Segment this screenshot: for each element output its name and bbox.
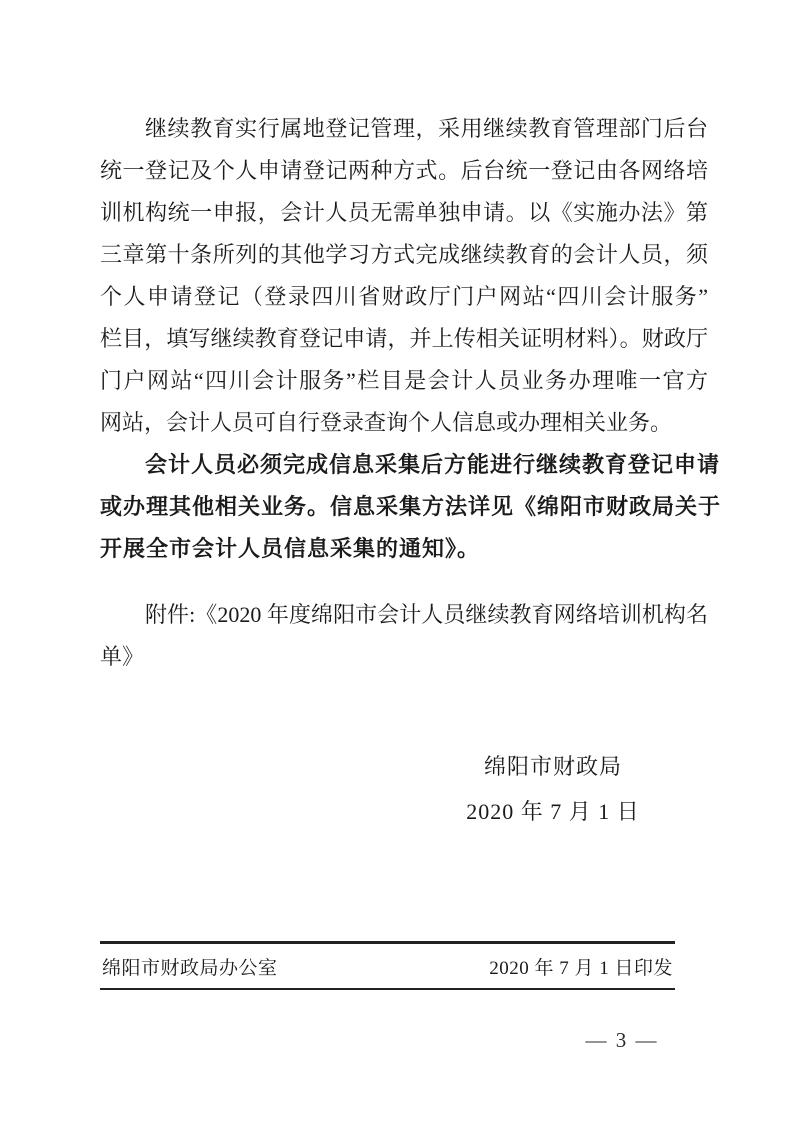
page-number: — 3 — xyxy=(585,1028,659,1052)
paragraph-line: 栏目，填写继续教育登记申请，并上传相关证明材料）。财政厅 xyxy=(100,326,708,351)
paragraph-line: 统一登记及个人申请登记两种方式。后台统一登记由各网络培 xyxy=(100,158,708,183)
paragraph-line: 三章第十条所列的其他学习方式完成继续教育的会计人员，须 xyxy=(100,242,708,267)
signature-block xyxy=(380,744,726,834)
paragraph-emphasis xyxy=(100,444,722,570)
paragraph-line: 单》 xyxy=(100,644,145,669)
paragraph-attachment xyxy=(100,594,708,678)
paragraph-line: 开展全市会计人员信息采集的通知》。 xyxy=(100,536,481,561)
document-body xyxy=(100,108,722,678)
paragraph-line: 继续教育实行属地登记管理，采用继续教育管理部门后台 xyxy=(145,116,708,141)
signature-date: 2020 年 7 月 1 日 xyxy=(466,799,640,824)
paragraph-line: 附件:《2020 年度绵阳市会计人员继续教育网络培训机构名 xyxy=(145,602,708,627)
footer-print-date: 2020 年 7 月 1 日印发 xyxy=(489,957,673,979)
paragraph-registration xyxy=(100,108,708,444)
footer-issuing-office: 绵阳市财政局办公室 xyxy=(102,957,278,979)
paragraph-line: 训机构统一申报，会计人员无需单独申请。以《实施办法》第 xyxy=(100,200,708,225)
signature-organization: 绵阳市财政局 xyxy=(483,754,622,779)
footer-colophon xyxy=(100,941,675,990)
paragraph-line: 或办理其他相关业务。信息采集方法详见《绵阳市财政局关于 xyxy=(100,494,722,519)
paragraph-line: 会计人员必须完成信息采集后方能进行继续教育登记申请 xyxy=(145,452,721,477)
paragraph-line: 门户网站“四川会计服务”栏目是会计人员业务办理唯一官方 xyxy=(100,368,708,393)
paragraph-line: 网站，会计人员可自行登录查询个人信息或办理相关业务。 xyxy=(100,410,673,435)
paragraph-line: 个人申请登记（登录四川省财政厅门户网站“四川会计服务” xyxy=(100,284,708,309)
